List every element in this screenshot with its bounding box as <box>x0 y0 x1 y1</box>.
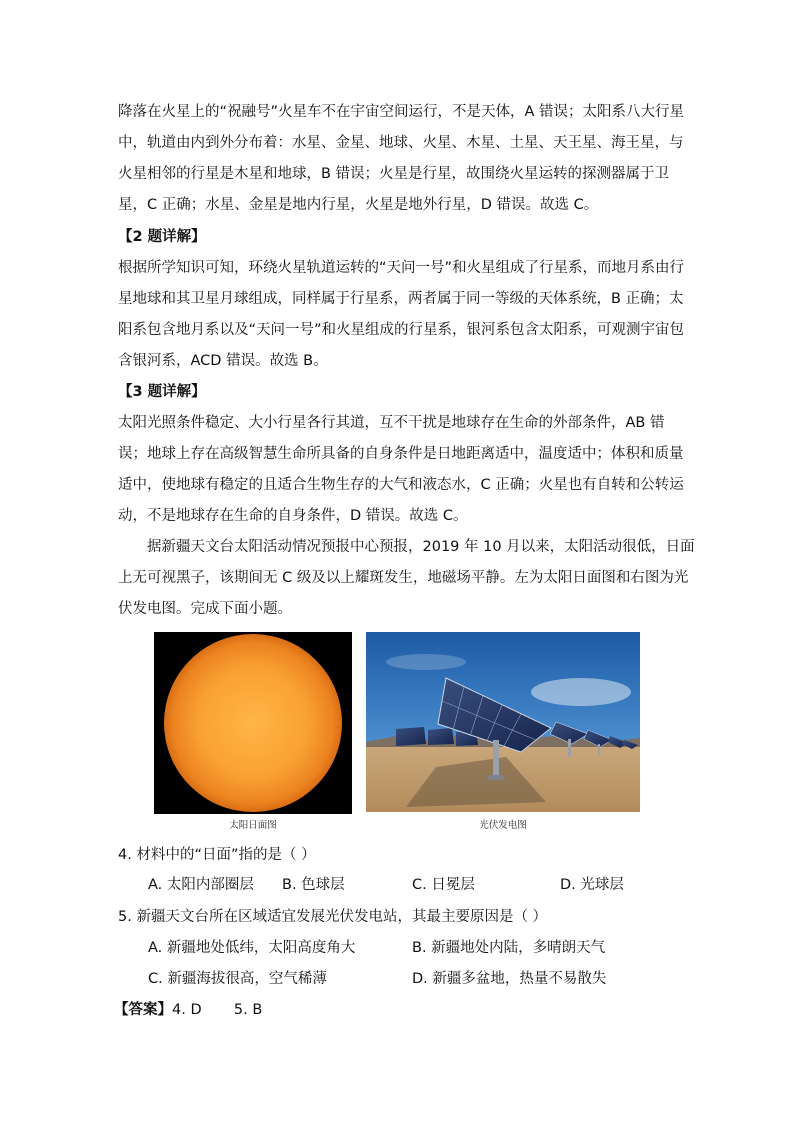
question-5-option-c: C. 新疆海拔很高，空气稀薄 <box>148 971 327 987</box>
text-line: 动，不是地球存在生命的自身条件，D 错误。故选 C。 <box>118 508 468 524</box>
question-3-heading: 【3 题详解】 <box>118 384 206 400</box>
text-line: 阳系包含地月系以及“天问一号”和火星组成的行星系，银河系包含太阳系，可观测宇宙包 <box>118 322 685 338</box>
question-2-heading: 【2 题详解】 <box>118 229 206 245</box>
material-intro-paragraph <box>118 532 695 625</box>
question-4-option-d: D. 光球层 <box>560 877 624 893</box>
explanation-paragraph-1 <box>118 97 685 221</box>
question-4-option-c: C. 日冕层 <box>412 877 475 893</box>
text-line: 据新疆天文台太阳活动情况预报中心预报，2019 年 10 月以来，太阳活动很低，日面 <box>147 539 695 555</box>
sun-disk-image <box>154 632 352 814</box>
question-4-option-b: B. 色球层 <box>282 877 345 893</box>
question-4-stem: 4. 材料中的“日面”指的是（ ） <box>118 847 316 863</box>
text-line: 太阳光照条件稳定、大小行星各行其道，互不干扰是地球存在生命的外部条件，AB 错 <box>118 415 665 431</box>
answer-label: 【答案】 <box>114 1002 172 1018</box>
explanation-paragraph-3 <box>118 408 684 532</box>
question-4-option-a: A. 太阳内部圈层 <box>148 877 254 893</box>
text-line: 适中，使地球有稳定的且适合生物生存的大气和液态水，C 正确；火星也有自转和公转运 <box>118 477 684 493</box>
text-line: 星，C 正确；水星、金星是地内行星，火星是地外行星，D 错误。故选 C。 <box>118 197 599 213</box>
text-line: 降落在火星上的“祝融号”火星车不在宇宙空间运行，不是天体，A 错误；太阳系八大行星 <box>118 104 685 120</box>
solar-panel-caption: 光伏发电图 <box>479 820 527 831</box>
text-line: 根据所学知识可知，环绕火星轨道运转的“天问一号”和火星组成了行星系，而地月系由行 <box>118 260 685 276</box>
text-line: 星地球和其卫星月球组成，同样属于行星系，两者属于同一等级的天体系统，B 正确；太 <box>118 291 684 307</box>
question-5-option-b: B. 新疆地处内陆，多晴朗天气 <box>412 940 606 956</box>
text-line: 火星相邻的行星是木星和地球，B 错误；火星是行星，故围绕火星运转的探测器属于卫 <box>118 166 670 182</box>
question-5-option-a: A. 新疆地处低纬，太阳高度角大 <box>148 940 356 956</box>
text-line: 误；地球上存在高级智慧生命所具备的自身条件是日地距离适中，温度适中；体积和质量 <box>118 446 684 462</box>
explanation-paragraph-2 <box>118 253 685 377</box>
question-5-option-d: D. 新疆多盆地，热量不易散失 <box>412 971 607 987</box>
text-line: 中，轨道由内到外分布着：水星、金星、地球、火星、木星、土星、天王星、海王星，与 <box>118 135 684 151</box>
text-line: 伏发电图。完成下面小题。 <box>118 601 292 617</box>
answer-line <box>114 998 262 1019</box>
answer-values: 4. D 5. B <box>172 1002 263 1018</box>
text-line: 上无可视黑子，该期间无 C 级及以上耀斑发生，地磁场平静。左为太阳日面图和右图为光 <box>118 570 689 586</box>
text-line: 含银河系，ACD 错误。故选 B。 <box>118 353 328 369</box>
solar-panel-image <box>366 632 640 812</box>
question-5-stem: 5. 新疆天文台所在区域适宜发展光伏发电站，其最主要原因是（ ） <box>118 909 548 925</box>
sun-image-caption: 太阳日面图 <box>229 820 277 831</box>
